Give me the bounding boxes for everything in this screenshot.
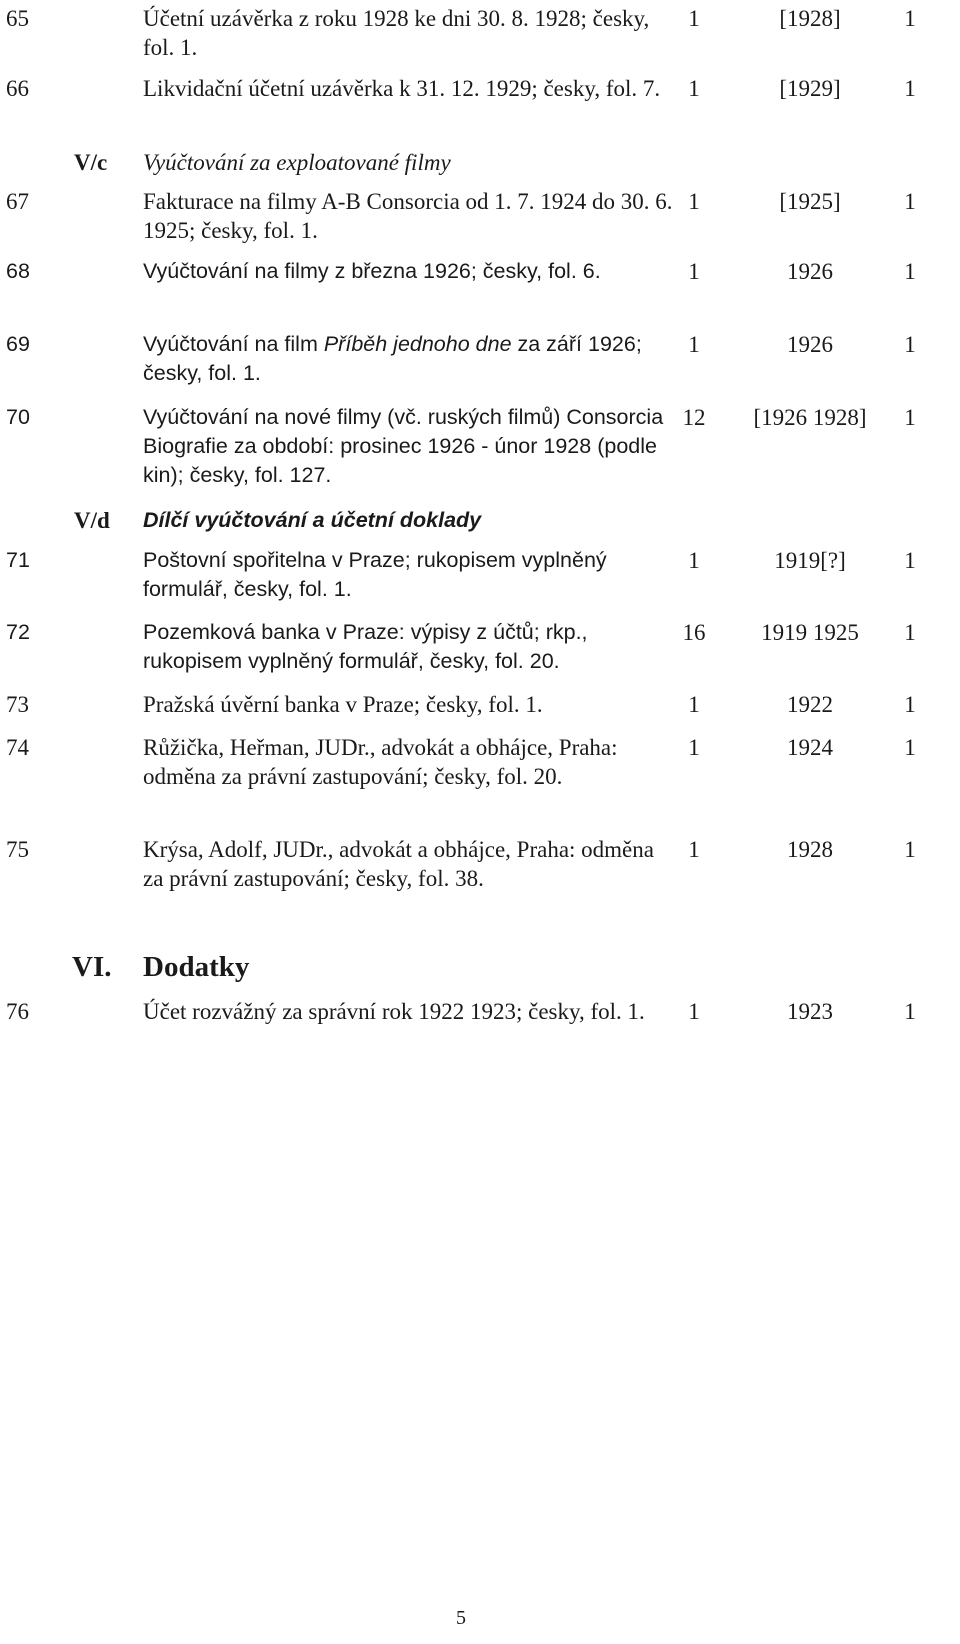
row-date: [1928] [779,6,841,31]
row-date: 1924 [787,735,833,760]
row-number: 74 [6,735,29,760]
row-description: Likvidační účetní uzávěrka k 31. 12. 1929; česky, fol. 7. [143,76,661,101]
chapter-title: Dodatky [143,951,250,983]
row-count: 1 [688,332,700,357]
row-count: 1 [688,6,700,31]
row-description: Účet rozvážný za správní rok 1922 1923; česky, fol. 1. [143,999,645,1024]
row-date: 1919[?] [774,548,846,573]
row-number: 72 [6,620,30,644]
row-date: 1928 [787,837,833,862]
row-number: 75 [6,837,29,862]
row-storage: 1 [904,405,916,430]
row-number: 70 [6,405,30,429]
row-date: [1926 1928] [753,405,867,430]
row-description [143,330,673,388]
row-number: 69 [6,332,30,356]
row-number: 65 [6,6,29,31]
description-text: za září 1926; česky, fol. 1. [143,332,642,385]
row-count: 12 [682,405,706,430]
row-count: 1 [688,259,700,284]
row-description: Vyúčtování na nové filmy (vč. ruských filmů) Consorcia Biografie za období: prosinec 1926 - únor 1928 (podle kin); česky, fol. 127. [143,405,664,487]
row-storage: 1 [904,735,916,760]
row-storage: 1 [904,189,916,214]
row-date: 1919 1925 [761,620,859,645]
section-code: V/c [74,150,108,175]
row-count: 1 [688,837,700,862]
row-count: 1 [688,189,700,214]
row-storage: 1 [904,620,916,645]
row-date: [1925] [779,189,841,214]
row-date: [1929] [779,76,841,101]
row-storage: 1 [904,259,916,284]
row-number: 73 [6,692,29,717]
row-description: Pozemková banka v Praze: výpisy z účtů; rkp., rukopisem vyplněný formulář, česky, fol. 20. [143,620,588,673]
row-storage: 1 [904,837,916,862]
row-count: 1 [688,692,700,717]
row-storage: 1 [904,332,916,357]
row-date: 1922 [787,692,833,717]
row-number: 71 [6,548,30,572]
page-number: 5 [456,1607,466,1629]
section-title: Dílčí vyúčtování a účetní doklady [143,508,482,532]
row-count: 1 [688,735,700,760]
row-number: 76 [6,999,29,1024]
row-count: 16 [682,620,706,645]
film-title: Příběh jednoho dne [323,332,512,356]
row-storage: 1 [904,692,916,717]
row-date: 1923 [787,999,833,1024]
row-number: 66 [6,76,29,101]
row-date: 1926 [787,259,833,284]
row-count: 1 [688,548,700,573]
row-description: Poštovní spořitelna v Praze; rukopisem vyplněný formulář, česky, fol. 1. [143,548,607,601]
row-date: 1926 [787,332,833,357]
row-storage: 1 [904,6,916,31]
row-description: Fakturace na filmy A-B Consorcia od 1. 7. 1924 do 30. 6. 1925; česky, fol. 1. [143,189,673,243]
row-description: Účetní uzávěrka z roku 1928 ke dni 30. 8. 1928; česky, fol. 1. [143,6,650,60]
row-storage: 1 [904,76,916,101]
row-description: Krýsa, Adolf, JUDr., advokát a obhájce, Praha: odměna za právní zastupování; česky, fol. 38. [143,837,654,891]
row-number: 67 [6,189,29,214]
description-text: Vyúčtování na film [143,332,324,356]
chapter-code: VI. [72,951,112,983]
row-count: 1 [688,76,700,101]
row-description: Vyúčtování na filmy z března 1926; česky, fol. 6. [143,259,601,283]
row-storage: 1 [904,548,916,573]
row-storage: 1 [904,999,916,1024]
row-description: Pražská úvěrní banka v Praze; česky, fol. 1. [143,692,543,717]
row-description: Růžička, Heřman, JUDr., advokát a obhájce, Praha: odměna za právní zastupování; česky, fol. 20. [143,735,618,789]
section-title: Vyúčtování za exploatované filmy [143,150,451,175]
row-number: 68 [6,259,30,283]
section-code: V/d [74,508,110,533]
row-count: 1 [688,999,700,1024]
